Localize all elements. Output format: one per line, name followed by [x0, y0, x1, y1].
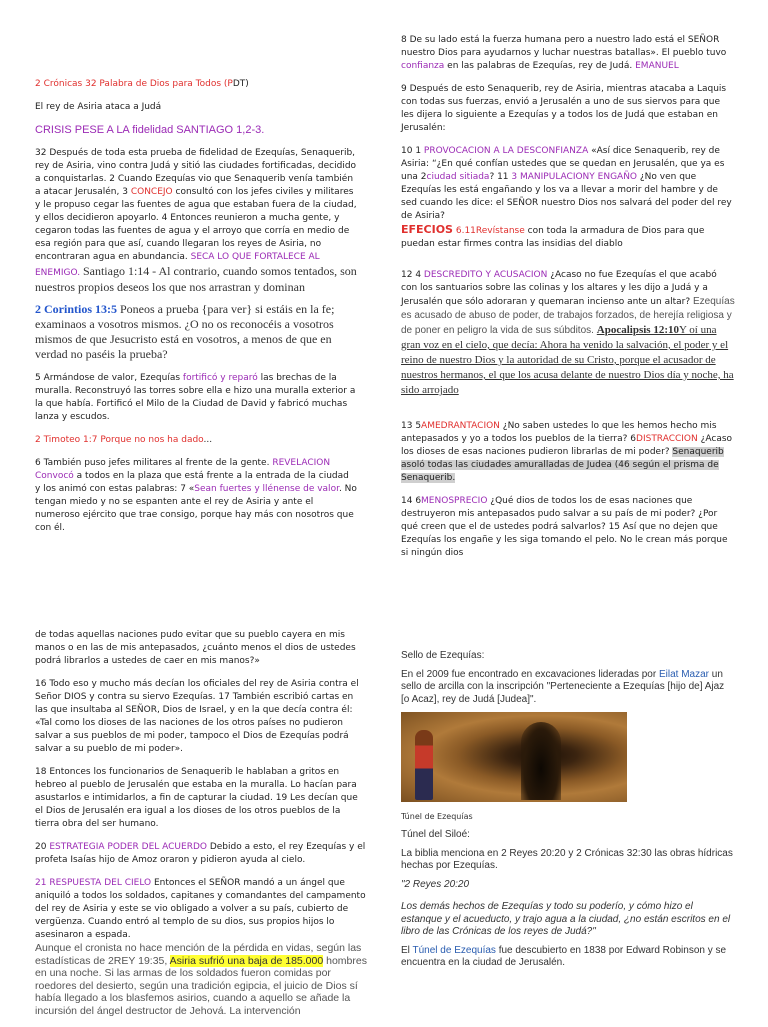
spacer — [401, 251, 735, 269]
right-top-column — [401, 34, 735, 570]
verse-15-cont: de todas aquellas naciones pudo evitar que su pueblo cayera en mis manos o en las de mis antepasados, ¿cuánto menos el dios de ustedes podrá librarlos a ustedes de caer en mis manos?» — [35, 630, 356, 666]
corintios-quote: 2 Corintios 13:5 Poneos a prueba {para ver} si estáis en la fe; examinaos a vosotros mismos. ¿O no os reconocéis a vosotros mismos de que Jesucristo está en vosotros, a menos de que en verdad no paséis la prueba? — [35, 302, 335, 361]
tunel-link[interactable]: Túnel de Ezequías — [412, 944, 496, 956]
verse-14: 14 6MENOSPRECIO ¿Qué dios de todos los de esas naciones que destruyeron mis antepasados pudo salvar a su país de mi poder? ¿Por qué creen que el de ustedes podrá salvarlos? 15 Así que no dejen que Ezequías los engañe y les siga tomando el pelo. No le crean más porque si ningún dios — [401, 496, 728, 558]
verse-8: 8 De su lado está la fuerza humana pero a nuestro lado está el SEÑOR nuestro Dios para ayudarnos y luchar nuestras batallas». El pueblo tuvo confianza en las palabras de Ezequías, rey de Judá. EMANUEL — [401, 35, 727, 71]
sello-title: Sello de Ezequías: — [401, 650, 485, 661]
timoteo-ref: 2 Timoteo 1:7 Porque no nos ha dado... — [35, 435, 213, 445]
reyes-quote: Los demás hechos de Ezequías y todo su poderío, y cómo hizo el estanque y el acueducto, y trajo agua a la ciudad, ¿no están escritos en el libro de las Crónicas de los reyes de Judá?" — [401, 901, 731, 937]
sello-text: En el 2009 fue encontrado en excavaciones lideradas por Eilat Mazar un sello de arcilla con la inscripción "Perteneciente a Ezequías [hijo de] Ajaz [o Acaz], rey de Judá [Judea]". — [401, 668, 725, 705]
verse-6: 6 También puso jefes militares al frente de la gente. REVELACION Convocó a todos en la plaza que está frente a la entrada de la ciudad y los animó con estas palabras: 7 «Sean fuertes y llénense de valor. No tengan miedo y no se espanten ante el rey de Asiria y ante el numeroso ejército que trae consigo, porque hay más con nosotros que con él. — [35, 458, 357, 533]
section-title: El rey de Asiria ataca a Judá — [35, 102, 162, 112]
left-bottom-column — [35, 629, 367, 1027]
left-top-column — [35, 78, 357, 545]
commentary: Aunque el cronista no hace mención de la pérdida en vidas, según las estadísticas de 2REY 19:35, Asiria sufrió una baja de 185.000 hombres en una noche. Si las armas de los soldados fueron comidas por roedores del desierto, según una tradición egipcia, el juicio de Dios sí había llegado a los blasfemos asirios, cuando a aquello se añade la incursión del ángel destructor de Jehová. La intervención — [35, 942, 367, 1017]
verse-13: 13 5AMEDRANTACION ¿No saben ustedes lo que les hemos hecho mis antepasados y yo a todos los pueblos de la tierra? 6DISTRACCION ¿Acaso los dioses de esas naciones pudieron librarlas de mi poder? Senaquerib asoló todas las ciudades amuralladas de Judea (46 según el prisma de Senaquerib. — [401, 421, 733, 483]
crisis-heading: CRISIS PESE A LA fidelidad SANTIAGO 1,2-3. — [35, 124, 265, 136]
verse-10: 10 1 PROVOCACION A LA DESCONFIANZA «Así dice Senaquerib, rey de Asiria: “¿En qué confían ustedes que se quedan en Jerusalén, que ya es una 2ciudad sitiada? 11 3 MANIPULACIONY ENGAÑO ¿No ven que Ezequías les está engañando y los va a llevar a morir del hambre y de sed cuando les dice: el SEÑOR nuestro Dios nos salvará del poder del rey de Asiria? — [401, 146, 732, 221]
verse-12: 12 4 DESCREDITO Y ACUSACION ¿Acaso no fue Ezequías el que acabó con los santuarios sobre las colinas y los altares y les dijo a Judá y a Jerusalén que sólo adoraran y quemaran incienso ante un altar? Ezequías es acusado de abuso de poder, de trabajos forzados, de herejía religiosa y de poner en peligro la vida de sus súbditos. Apocalipsis 12:10Y oí una gran voz en el cielo, que decía: Ahora ha venido la salvación, el poder y el reino de nuestro Dios y la autoridad de su Cristo, porque el acusador de nuestros hermanos, el que los acusa delante de nuestro Dios día y noche, ha sido arrojado — [401, 270, 735, 396]
verse-5: 5 Armándose de valor, Ezequías fortificó y reparó las brechas de la muralla. Reconstruyó las torres sobre ella e hizo una muralla exterior a la que había. Fortificó el Milo de la Ciudad de David y fabricó muchas lanza y escudos. — [35, 373, 356, 422]
efecios-quote: EFECIOS 6.11Revístanse con toda la armadura de Dios para que puedan estar firmes contra las insidias del diablo — [401, 223, 705, 249]
biblia-text: La biblia menciona en 2 Reyes 20:20 y 2 Crónicas 32:30 las obras hídricas hechas por Ezequías. — [401, 847, 733, 871]
verse-16: 16 Todo eso y mucho más decían los oficiales del rey de Asiria contra el Señor DIOS y contra su siervo Ezequías. 17 También escribió cartas en las que insultaba al SEÑOR, Dios de Israel, y en la que decía contra él: «Tal como los dioses de las naciones de los otros países no pudieron salvar a sus pueblos de mi poder, tampoco el Dios de Ezequías podrá salvar a su pueblo de mi poder». — [35, 679, 359, 754]
person-figure — [415, 730, 433, 800]
chapter-heading: 2 Crónicas 32 Palabra de Dios para Todos (PDT) — [35, 79, 249, 89]
reyes-ref: "2 Reyes 20:20 — [401, 878, 470, 890]
verse-9: 9 Después de esto Senaquerib, rey de Asiria, mientras atacaba a Laquis con todas sus fuerzas, envió a Jerusalén a uno de sus siervos para que les dijera lo siguiente a Ezequías y a todos los de Judá que estaban en Jerusalén: — [401, 84, 727, 133]
right-bottom-column — [401, 650, 733, 980]
spacer — [401, 398, 735, 420]
tunnel-photo — [401, 712, 627, 802]
verse-18: 18 Entonces los funcionarios de Senaquerib le hablaban a gritos en hebreo al pueblo de Jerusalén que estaba en la muralla. Lo hacían para asustarlos e intimidarlos, a fin de capturar la ciudad. 19 Les decían que el Dios de Jerusalén era igual a los dioses de los otros pueblos de la tierra obra del ser humano. — [35, 767, 358, 829]
tunel-text: El Túnel de Ezequías fue descubierto en 1838 por Edward Robinson y se encuentra en la ciudad de Jerusalén. — [401, 944, 727, 968]
photo-caption: Túnel de Ezequías — [401, 812, 473, 821]
tunnel-arch — [521, 722, 561, 800]
verse-21: 21 RESPUESTA DEL CIELO Entonces el SEÑOR mandó a un ángel que aniquiló a todos los soldados, capitanes y comandantes del campamento del rey de Asiria y este se vio obligado a volver a su país, cubierto de vergüenza. Cuando entró al templo de su dios, sus propios hijos lo asesinaron a espada. — [35, 878, 366, 940]
verse-32: 32 Después de toda esta prueba de fidelidad de Ezequías, Senaquerib, rey de Asiria, vino contra Judá y sitió las ciudades fortificadas, decidido a conquistarlas. 2 Cuando Ezequías vio que Senaquerib venía también a atacar Jerusalén, 3 CONCEJO consultó con los jefes civiles y militares y le propuso cegar las fuentes de agua que estaban fuera de la ciudad, y ellos decidieron apoyarlo. 4 Entonces reunieron a mucha gente, y cegaron todas las fuentes de agua y el arroyo que corría en medio de esa región para que así, cuando llegaran los reyes de Asiria, no encontraran agua en abundancia. SECA LO QUE FORTALECE AL ENEMIGO. Santiago 1:14 - Al contrario, cuando somos tentados, son nuestros propios deseos los que nos arrastran y dominan — [35, 148, 357, 294]
siloe-title: Túnel del Siloé: — [401, 829, 470, 840]
eilat-mazar-link[interactable]: Eilat Mazar — [658, 668, 709, 680]
verse-20: 20 ESTRATEGIA PODER DEL ACUERDO Debido a esto, el rey Ezequías y el profeta Isaías hijo de Amoz oraron y pidieron ayuda al cielo. — [35, 842, 366, 865]
